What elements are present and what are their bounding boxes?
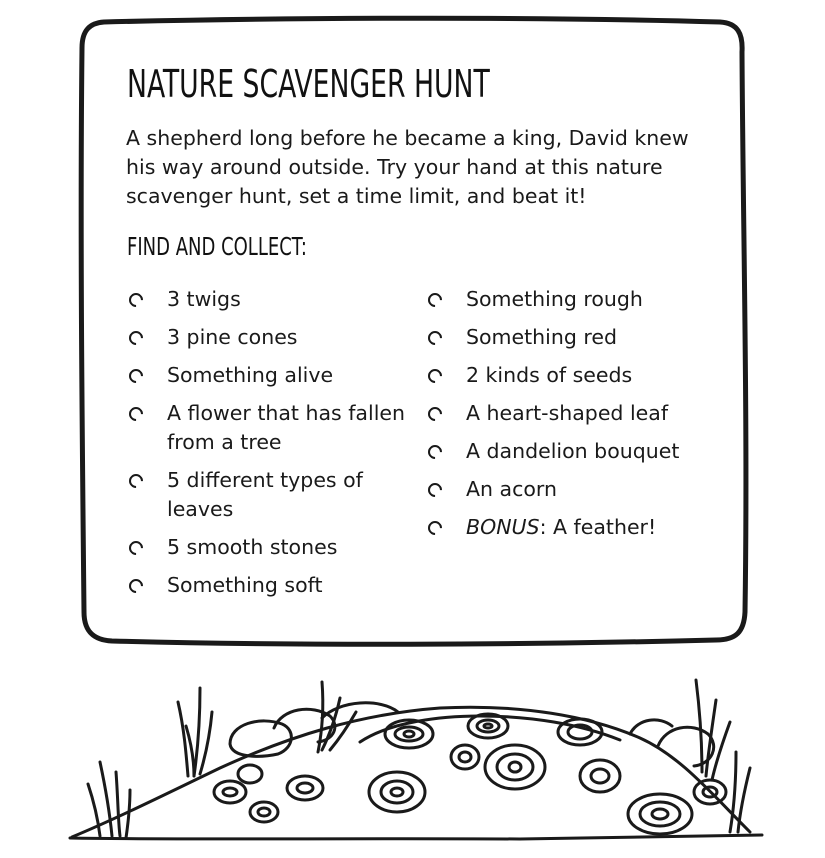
checklist-item[interactable]: Something soft xyxy=(127,571,417,600)
checklist-item[interactable]: 5 different types of leaves xyxy=(127,466,417,524)
checkbox-circle-icon[interactable] xyxy=(425,442,445,462)
checklist-left-column xyxy=(127,285,417,609)
checklist-item[interactable]: A dandelion bouquet xyxy=(426,437,746,466)
bonus-text: : A feather! xyxy=(539,515,657,539)
checkbox-circle-icon[interactable] xyxy=(425,404,445,424)
checklist-item[interactable]: A heart-shaped leaf xyxy=(426,399,746,428)
bonus-label: BONUS xyxy=(466,515,540,539)
checklist-item[interactable]: 5 smooth stones xyxy=(127,533,417,562)
checkbox-circle-icon[interactable] xyxy=(425,480,445,500)
checkbox-circle-icon[interactable] xyxy=(126,538,146,558)
intro-paragraph: A shepherd long before he became a king, David knew his way around outside. Try your hand at this nature scavenger hunt, set a time limit, and beat it! xyxy=(126,126,689,208)
checklist-right-column xyxy=(426,285,746,551)
checklist-item-bonus[interactable] xyxy=(426,513,746,542)
rocky-mound-illustration xyxy=(60,672,770,858)
checklist-item[interactable]: 3 twigs xyxy=(127,285,417,314)
checklist-item[interactable]: Something red xyxy=(426,323,746,352)
checkbox-circle-icon[interactable] xyxy=(126,328,146,348)
checkbox-circle-icon[interactable] xyxy=(425,290,445,310)
checklist-item[interactable]: Something rough xyxy=(426,285,746,314)
checkbox-circle-icon[interactable] xyxy=(126,366,146,386)
checkbox-circle-icon[interactable] xyxy=(425,518,445,538)
page-title: NATURE SCAVENGER HUNT xyxy=(127,62,490,106)
checklist-item[interactable]: 3 pine cones xyxy=(127,323,417,352)
checklist-item[interactable]: A flower that has fallen from a tree xyxy=(127,399,417,457)
checkbox-circle-icon[interactable] xyxy=(126,576,146,596)
checkbox-circle-icon[interactable] xyxy=(425,328,445,348)
checklist-item[interactable]: Something alive xyxy=(127,361,417,390)
checklist-item[interactable]: 2 kinds of seeds xyxy=(426,361,746,390)
checkbox-circle-icon[interactable] xyxy=(126,471,146,491)
section-heading: FIND AND COLLECT: xyxy=(127,232,307,261)
checkbox-circle-icon[interactable] xyxy=(126,290,146,310)
checklist-item[interactable]: An acorn xyxy=(426,475,746,504)
checkbox-circle-icon[interactable] xyxy=(126,404,146,424)
checkbox-circle-icon[interactable] xyxy=(425,366,445,386)
